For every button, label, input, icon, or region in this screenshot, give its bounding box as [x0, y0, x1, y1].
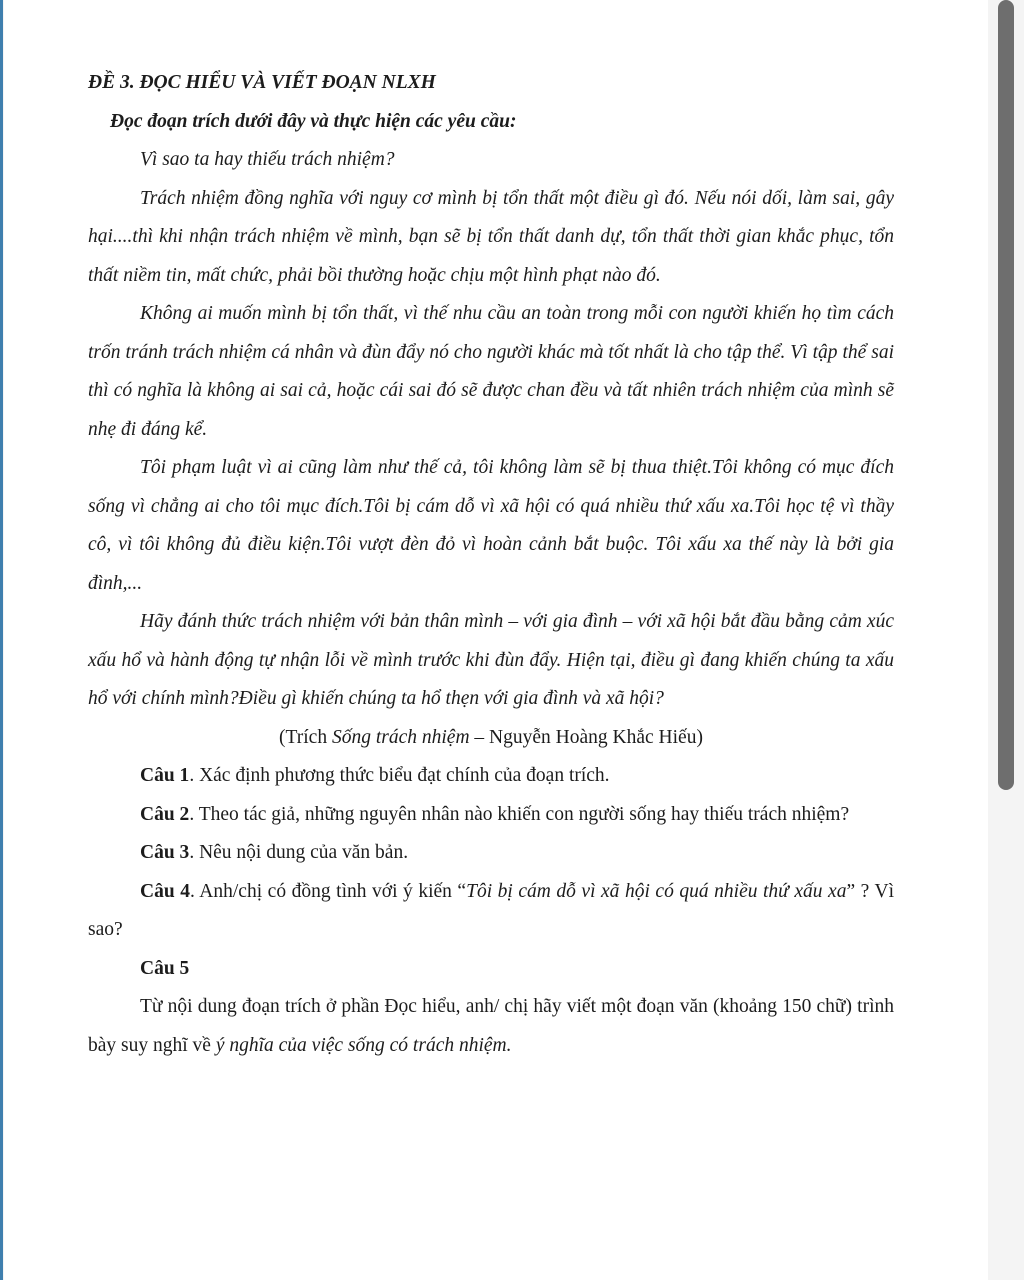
question-4: Câu 4. Anh/chị có đồng tình với ý kiến “Tôi bị cám dỗ vì xã hội có quá nhiều thứ xấu xa” ? Vì sao?	[88, 880, 894, 940]
question-5-label: Câu 5	[140, 957, 190, 979]
scrollbar-track[interactable]	[988, 0, 1024, 1280]
scrollbar-thumb[interactable]	[998, 0, 1014, 790]
question-4-label: Câu 4	[140, 880, 190, 902]
instruction: Đọc đoạn trích dưới đây và thực hiện các yêu cầu:	[110, 110, 517, 132]
question-5: Từ nội dung đoạn trích ở phần Đọc hiểu, anh/ chị hãy viết một đoạn văn (khoảng 150 chữ) trình bày suy nghĩ về ý nghĩa của việc sống có trách nhiệm.	[88, 996, 894, 1056]
passage-heading: Vì sao ta hay thiếu trách nhiệm?	[140, 149, 395, 170]
question-4-quote: Tôi bị cám dỗ vì xã hội có quá nhiều thứ xấu xa	[466, 880, 847, 902]
left-edge-strip	[0, 0, 3, 1280]
passage-paragraph-4: Hãy đánh thức trách nhiệm với bản thân mình – với gia đình – với xã hội bắt đầu bằng cảm xúc xấu hổ và hành động tự nhận lỗi về mình trước khi đùn đẩy. Hiện tại, điều gì đang khiến chúng ta xấu hổ với chính mình?Điều gì khiến chúng ta hổ thẹn với gia đình và xã hội?	[88, 611, 894, 709]
question-3-label: Câu 3	[140, 842, 190, 863]
passage-paragraph-2: Không ai muốn mình bị tổn thất, vì thế nhu cầu an toàn trong mỗi con người khiến họ tìm cách trốn tránh trách nhiệm cá nhân và đùn đẩy nó cho người khác mà tốt nhất là cho tập thể. Vì tập thể sai thì có nghĩa là không ai sai cả, hoặc cái sai đó sẽ được chan đều và tất nhiên trách nhiệm của mình sẽ nhẹ đi đáng kể.	[88, 303, 894, 440]
question-5-emphasis: ý nghĩa của việc sống có trách nhiệm.	[215, 1034, 512, 1056]
passage-paragraph-3: Tôi phạm luật vì ai cũng làm như thế cả, tôi không làm sẽ bị thua thiệt.Tôi không có mục đích sống vì chẳng ai cho tôi mục đích.Tôi bị cám dỗ vì xã hội có quá nhiều thứ xấu xa.Tôi học tệ vì thầy cô, vì tôi không đủ điều kiện.Tôi vượt đèn đỏ vì hoàn cảnh bắt buộc. Tôi xấu xa thế này là bởi gia đình,...	[88, 457, 894, 594]
source-work-title: Sống trách nhiệm	[331, 726, 470, 748]
question-1: Câu 1. Xác định phương thức biểu đạt chính của đoạn trích.	[140, 765, 610, 786]
source-citation: (Trích Sống trách nhiệm – Nguyễn Hoàng Khắc Hiếu)	[279, 726, 703, 748]
question-1-label: Câu 1	[140, 765, 190, 786]
passage-paragraph-1: Trách nhiệm đồng nghĩa với nguy cơ mình bị tổn thất một điều gì đó. Nếu nói dối, làm sai, gây hại....thì khi nhận trách nhiệm về mình, bạn sẽ bị tổn thất danh dự, tổn thất thời gian khắc phục, tổn thất niềm tin, mất chức, phải bồi thường hoặc chịu một hình phạt nào đó.	[88, 187, 894, 286]
document-title: ĐỀ 3. ĐỌC HIỂU VÀ VIẾT ĐOẠN NLXH	[88, 72, 436, 93]
question-5-heading	[88, 950, 894, 989]
question-2: Câu 2. Theo tác giả, những nguyên nhân nào khiến con người sống hay thiếu trách nhiệm?	[140, 803, 850, 825]
question-3: Câu 3. Nêu nội dung của văn bản.	[140, 842, 409, 863]
question-2-label: Câu 2	[140, 803, 190, 825]
document-content	[88, 64, 894, 1065]
document-page	[4, 0, 988, 1280]
